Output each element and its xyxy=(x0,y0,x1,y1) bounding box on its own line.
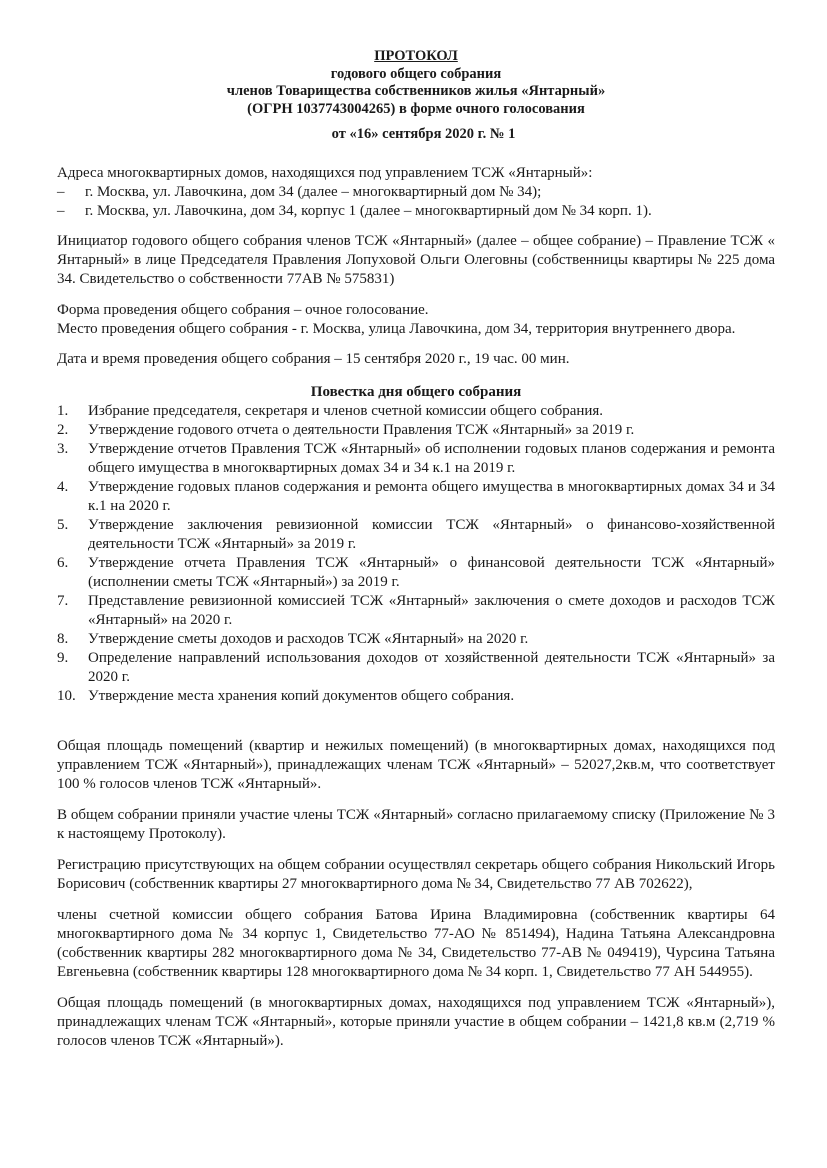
document-title: ПРОТОКОЛ xyxy=(374,48,458,64)
agenda-title: Повестка дня общего собрания xyxy=(310,383,522,400)
total-area-paragraph: Общая площадь помещений (квартир и нежилых помещений) (в многоквартирных домах, находящихся под управлением ТСЖ «Янтарный»), принадлежащих членам ТСЖ «Янтарный» – 52027,2кв.м, что соответствует 100 % голосов членов ТСЖ «Янтарный». xyxy=(57,737,775,792)
agenda-item-number: 5. xyxy=(57,516,69,533)
agenda-item-text: Утверждение заключения ревизионной комиссии ТСЖ «Янтарный» о финансово-хозяйственной деятельности ТСЖ «Янтарный» за 2019 г. xyxy=(88,516,775,552)
agenda-item xyxy=(57,592,775,630)
agenda-item-text: Утверждение отчетов Правления ТСЖ «Янтарный» об исполнении годовых планов содержания и ремонта общего имущества в многоквартирных домах 34 и 34 к.1 на 2019 г. xyxy=(88,440,775,476)
agenda-item xyxy=(57,402,775,421)
address-text: г. Москва, ул. Лавочкина, дом 34 (далее – многоквартирный дом № 34); xyxy=(85,183,542,200)
header-line-meeting: годового общего собрания xyxy=(330,65,502,82)
participating-area-paragraph: Общая площадь помещений (в многоквартирных домах, находящихся под управлением ТСЖ «Янтарный»), принадлежащих членам ТСЖ «Янтарный», которые приняли участие в общем собрании – 1421,8 кв.м (2,719 % голосов членов ТСЖ «Янтарный»). xyxy=(57,994,775,1049)
addresses-block xyxy=(57,164,775,221)
agenda-item-number: 2. xyxy=(57,421,69,438)
header-line-ogrn: (ОГРН 1037743004265) в форме очного голосования xyxy=(247,100,585,117)
agenda-item-text: Определение направлений использования доходов от хозяйственной деятельности ТСЖ «Янтарный» за 2020 г. xyxy=(88,649,775,685)
agenda-item-text: Утверждение годовых планов содержания и ремонта общего имущества в многоквартирных домах 34 и 34 к.1 на 2020 г. xyxy=(88,478,775,514)
agenda-item-number: 4. xyxy=(57,478,69,495)
address-dash: – xyxy=(57,183,65,200)
agenda-item-number: 1. xyxy=(57,402,69,419)
agenda-item-number: 9. xyxy=(57,649,69,666)
agenda-item-number: 10. xyxy=(57,687,76,704)
meeting-form: Форма проведения общего собрания – очное голосование. xyxy=(57,301,429,318)
agenda-item-text: Утверждение годового отчета о деятельности Правления ТСЖ «Янтарный» за 2019 г. xyxy=(88,421,635,438)
participants-paragraph: В общем собрании приняли участие члены ТСЖ «Янтарный» согласно прилагаемому списку (Приложение № 3 к настоящему Протоколу). xyxy=(57,806,775,842)
agenda-item-number: 8. xyxy=(57,630,69,647)
registration-paragraph: Регистрацию присутствующих на общем собрании осуществлял секретарь общего собрания Никольский Игорь Борисович (собственник квартиры 27 многоквартирного дома № 34, Свидетельство 77 АВ 702622), xyxy=(57,856,775,892)
agenda-item-text: Утверждение отчета Правления ТСЖ «Янтарный» о финансовой деятельности ТСЖ «Янтарный» (исполнении сметы ТСЖ «Янтарный») за 2019 г. xyxy=(88,554,775,590)
address-item xyxy=(57,202,775,221)
agenda-item-text: Утверждение места хранения копий документов общего собрания. xyxy=(88,687,515,704)
address-text: г. Москва, ул. Лавочкина, дом 34, корпус 1 (далее – многоквартирный дом № 34 корп. 1). xyxy=(85,202,652,219)
agenda-item xyxy=(57,649,775,687)
initiator-paragraph: Инициатор годового общего собрания членов ТСЖ «Янтарный» (далее – общее собрание) – Правление ТСЖ « Янтарный» в лице Председателя Правления Лопуховой Ольги Олеговны (собственницы квартиры № 225 дома 34. Свидетельство о собственности 77АВ № 575831) xyxy=(57,232,775,287)
address-item xyxy=(57,183,775,202)
agenda-item xyxy=(57,421,775,440)
agenda-item-text: Избрание председателя, секретаря и членов счетной комиссии общего собрания. xyxy=(88,402,604,419)
document-header xyxy=(57,48,775,144)
agenda-item-number: 3. xyxy=(57,440,69,457)
address-dash: – xyxy=(57,202,65,219)
agenda-item xyxy=(57,554,775,592)
counting-commission-paragraph: члены счетной комиссии общего собрания Батова Ирина Владимировна (собственник квартиры 64 многоквартирного дома № 34 корпус 1, Свидетельство 77-АО № 851494), Надина Татьяна Александровна (собственник квартиры 282 многоквартирного дома № 34, Свидетельство 77-АВ № 049419), Чурсина Татьяна Евгеньевна (собственник квартиры 128 многоквартирного дома № 34 корп. 1, Свидетельство 77 АН 544955). xyxy=(57,906,775,980)
header-line-members: членов Товарищества собственников жилья «Янтарный» xyxy=(226,83,606,99)
protocol-page xyxy=(57,48,775,1051)
agenda-item xyxy=(57,440,775,478)
agenda-list xyxy=(57,402,775,706)
agenda-item xyxy=(57,478,775,516)
agenda-item-text: Представление ревизионной комиссией ТСЖ «Янтарный» заключения о смете доходов и расходов ТСЖ «Янтарный» на 2020 г. xyxy=(88,592,775,628)
addresses-intro: Адреса многоквартирных домов, находящихся под управлением ТСЖ «Янтарный»: xyxy=(57,164,593,181)
agenda-item-text: Утверждение сметы доходов и расходов ТСЖ «Янтарный» на 2020 г. xyxy=(88,630,529,647)
agenda-item xyxy=(57,687,775,706)
agenda-item-number: 7. xyxy=(57,592,69,609)
meeting-place: Место проведения общего собрания - г. Москва, улица Лавочкина, дом 34, территория внутреннего двора. xyxy=(57,320,736,337)
agenda-item xyxy=(57,630,775,649)
protocol-date: от «16» сентября 2020 г. № 1 xyxy=(331,126,516,142)
agenda-item xyxy=(57,516,775,554)
agenda-item-number: 6. xyxy=(57,554,69,571)
meeting-datetime: Дата и время проведения общего собрания – 15 сентября 2020 г., 19 час. 00 мин. xyxy=(57,350,570,367)
